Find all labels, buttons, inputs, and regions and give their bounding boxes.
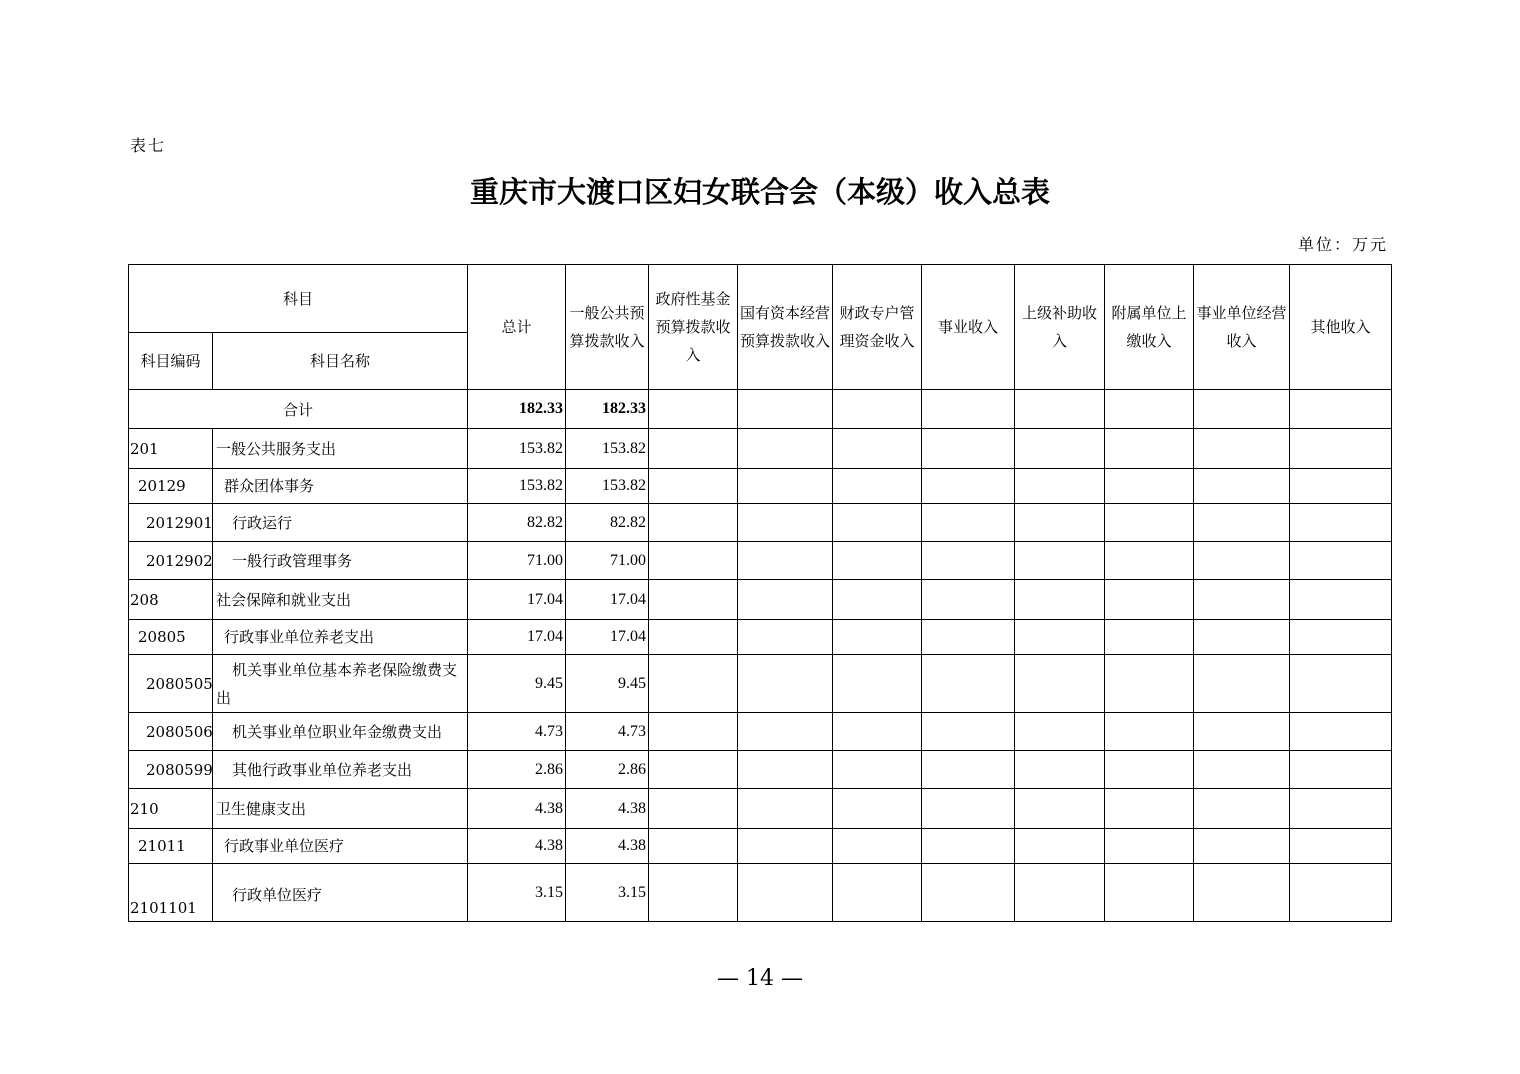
table-row (129, 655, 1392, 713)
row-name: 行政事业单位养老支出 (213, 620, 468, 655)
row-total: 71.00 (468, 542, 566, 580)
row-name: 行政运行 (213, 504, 468, 542)
table-label: 表七 (130, 136, 167, 155)
table-row (129, 789, 1392, 829)
header-state-capital: 国有资本经营预算拨款收入 (738, 265, 833, 390)
row-name: 卫生健康支出 (213, 789, 468, 829)
header-gov-fund: 政府性基金预算拨款收入 (649, 265, 738, 390)
header-subject: 科目 (129, 265, 468, 333)
row-name: 机关事业单位职业年金缴费支出 (213, 713, 468, 751)
table-row (129, 504, 1392, 542)
table-row (129, 542, 1392, 580)
row-code: 2101101 (129, 864, 213, 922)
header-total: 总计 (468, 265, 566, 390)
row-code: 2080506 (129, 713, 213, 751)
row-general-budget: 4.38 (566, 829, 649, 864)
unit-label: 单位：万元 (1297, 235, 1388, 254)
row-code: 2080505 (129, 655, 213, 713)
table-row (129, 469, 1392, 504)
row-code: 2012902 (129, 542, 213, 580)
row-code: 20129 (129, 469, 213, 504)
page-number: — 14 — (717, 966, 803, 991)
row-general-budget: 2.86 (566, 751, 649, 789)
row-name: 社会保障和就业支出 (213, 580, 468, 620)
header-superior-subsidy: 上级补助收入 (1015, 265, 1105, 390)
total-general-budget: 182.33 (566, 390, 649, 429)
total-row (129, 390, 1392, 429)
row-total: 4.73 (468, 713, 566, 751)
header-business-income: 事业收入 (922, 265, 1015, 390)
row-code: 2080599 (129, 751, 213, 789)
header-name: 科目名称 (213, 333, 468, 390)
row-total: 2.86 (468, 751, 566, 789)
row-code: 201 (129, 429, 213, 469)
total-total: 182.33 (468, 390, 566, 429)
table-row (129, 751, 1392, 789)
row-name: 行政单位医疗 (213, 864, 468, 922)
row-total: 17.04 (468, 580, 566, 620)
row-total: 9.45 (468, 655, 566, 713)
row-name: 机关事业单位基本养老保险缴费支出 (213, 655, 468, 713)
row-general-budget: 9.45 (566, 655, 649, 713)
table-row (129, 620, 1392, 655)
row-name: 群众团体事务 (213, 469, 468, 504)
row-total: 17.04 (468, 620, 566, 655)
row-code: 210 (129, 789, 213, 829)
table-row (129, 429, 1392, 469)
row-name: 一般公共服务支出 (213, 429, 468, 469)
row-name: 行政事业单位医疗 (213, 829, 468, 864)
row-total: 153.82 (468, 469, 566, 504)
header-other-income: 其他收入 (1290, 265, 1392, 390)
total-label: 合计 (129, 390, 468, 429)
row-general-budget: 82.82 (566, 504, 649, 542)
table-row (129, 864, 1392, 922)
row-code: 20805 (129, 620, 213, 655)
row-total: 4.38 (468, 789, 566, 829)
row-total: 82.82 (468, 504, 566, 542)
row-general-budget: 4.38 (566, 789, 649, 829)
header-affiliated-turnover: 附属单位上缴收入 (1105, 265, 1194, 390)
row-general-budget: 153.82 (566, 469, 649, 504)
table-row (129, 580, 1392, 620)
table-row (129, 829, 1392, 864)
header-special-account: 财政专户管理资金收入 (833, 265, 922, 390)
header-code: 科目编码 (129, 333, 213, 390)
row-name: 其他行政事业单位养老支出 (213, 751, 468, 789)
row-general-budget: 153.82 (566, 429, 649, 469)
row-general-budget: 4.73 (566, 713, 649, 751)
table-row (129, 713, 1392, 751)
row-code: 208 (129, 580, 213, 620)
page-title: 重庆市大渡口区妇女联合会（本级）收入总表 (469, 175, 1050, 209)
row-general-budget: 71.00 (566, 542, 649, 580)
income-summary-table (128, 264, 1392, 922)
header-general-budget: 一般公共预算拨款收入 (566, 265, 649, 390)
row-general-budget: 17.04 (566, 580, 649, 620)
row-name: 一般行政管理事务 (213, 542, 468, 580)
row-total: 4.38 (468, 829, 566, 864)
row-general-budget: 3.15 (566, 864, 649, 922)
header-unit-operating: 事业单位经营收入 (1194, 265, 1290, 390)
row-total: 153.82 (468, 429, 566, 469)
row-code: 21011 (129, 829, 213, 864)
row-general-budget: 17.04 (566, 620, 649, 655)
row-total: 3.15 (468, 864, 566, 922)
row-code: 2012901 (129, 504, 213, 542)
